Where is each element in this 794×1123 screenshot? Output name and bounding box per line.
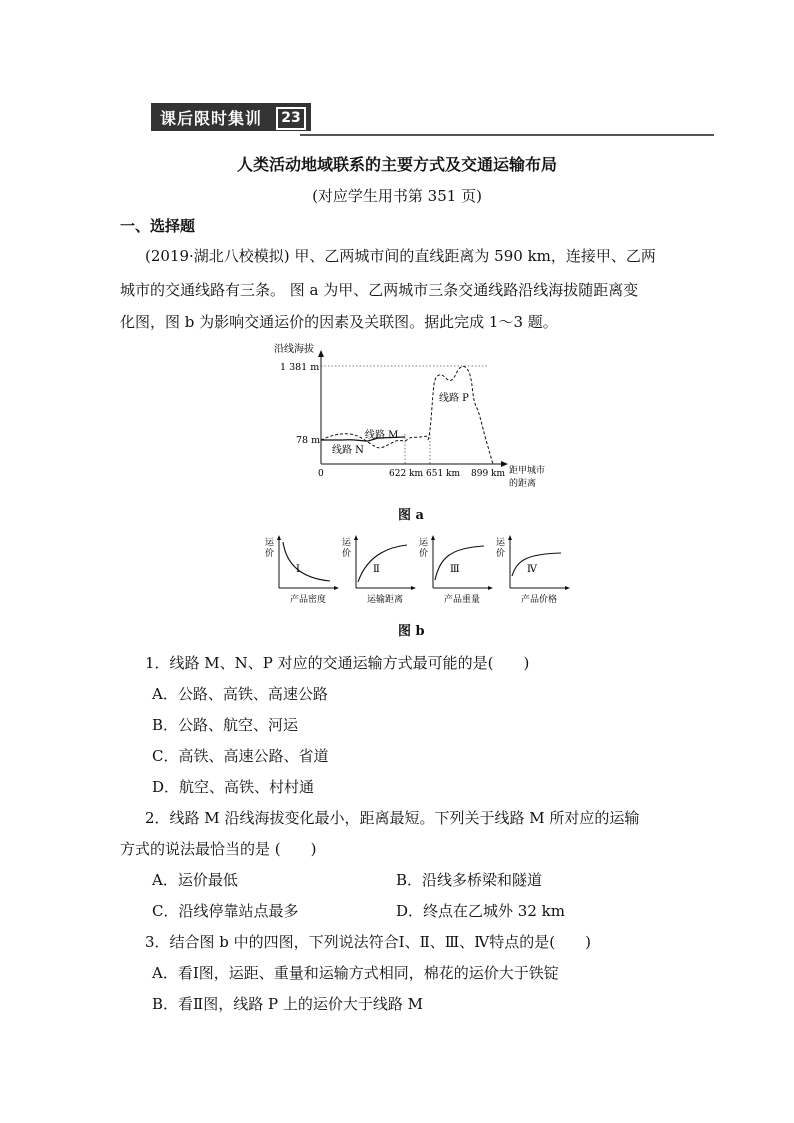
fig-a-ytick-1381: 1 381 m (280, 362, 320, 373)
intro-line-1: (2019·湖北八校模拟) 甲、乙两城市间的直线距离为 590 km，连接甲、乙两 (145, 247, 656, 265)
banner-label: 课后限时集训 (160, 109, 263, 128)
q2-option-d: D．终点在乙城外 32 km (396, 902, 565, 920)
page-subtitle: (对应学生用书第 351 页) (312, 187, 482, 205)
panel-3-xlabel: 产品重量 (444, 595, 481, 605)
panel-3 (419, 535, 493, 605)
panel-3-ylabel-1: 运 (419, 538, 429, 548)
panel-2 (342, 535, 416, 605)
figure-a (268, 340, 568, 500)
q2-option-a: A．运价最低 (152, 871, 238, 889)
q3-option-a: A．看Ⅰ图，运距、重量和运输方式相同，棉花的运价大于铁锭 (152, 964, 559, 982)
panel-1 (265, 535, 339, 605)
q1-option-c: C．高铁、高速公路、省道 (152, 747, 329, 765)
panel-2-roman: Ⅱ (373, 564, 380, 575)
page-title: 人类活动地域联系的主要方式及交通运输布局 (236, 155, 557, 174)
route-n-label: 线路 N (332, 445, 364, 456)
fig-a-xlabel-1: 距甲城市 (509, 466, 546, 476)
fig-a-xtick-899: 899 km (471, 469, 506, 479)
q1-option-b: B．公路、航空、河运 (152, 716, 299, 734)
section-heading: 一、选择题 (120, 217, 196, 235)
banner-divider (300, 134, 714, 136)
panel-1-y-arrow (277, 535, 281, 540)
banner-number: 23 (276, 107, 306, 130)
panel-3-roman: Ⅲ (450, 564, 460, 575)
panel-4 (496, 535, 570, 605)
route-p-line (428, 366, 493, 464)
panel-4-ylabel-2: 价 (496, 549, 506, 559)
panel-2-ylabel-1: 运 (342, 538, 352, 548)
q1-option-a: A．公路、高铁、高速公路 (152, 685, 328, 703)
q1-option-d: D．航空、高铁、村村通 (152, 778, 315, 796)
panel-4-x-arrow (565, 586, 570, 590)
fig-a-y-arrow (318, 350, 324, 357)
panel-1-curve (283, 542, 330, 581)
panel-3-ylabel-2: 价 (419, 549, 429, 559)
fig-a-xlabel-2: 的距离 (509, 479, 537, 489)
panel-2-ylabel-2: 价 (342, 549, 352, 559)
q2-option-b: B．沿线多桥梁和隧道 (396, 871, 543, 889)
q2-option-c: C．沿线停靠站点最多 (152, 902, 299, 920)
panel-1-x-arrow (334, 586, 339, 590)
q2-stem-2: 方式的说法最恰当的是 ( ) (120, 840, 317, 858)
panel-3-x-arrow (488, 586, 493, 590)
fig-a-xtick-622: 622 km (389, 469, 424, 479)
q2-stem-1: 2．线路 M 沿线海拔变化最小，距离最短。下列关于线路 M 所对应的运输 (145, 809, 640, 827)
route-m-label: 线路 M (365, 430, 399, 441)
panel-2-curve (358, 545, 407, 582)
panel-4-roman: Ⅳ (527, 564, 537, 575)
panel-2-xlabel: 运输距离 (367, 595, 404, 605)
panel-1-roman: Ⅰ (296, 564, 300, 575)
panel-2-y-arrow (354, 535, 358, 540)
intro-line-3: 化图，图 b 为影响交通运价的因素及关联图。据此完成 1～3 题。 (120, 313, 558, 331)
panel-4-xlabel: 产品价格 (521, 595, 558, 605)
panel-4-ylabel-1: 运 (496, 538, 506, 548)
figure-b-caption: 图 b (398, 624, 425, 639)
panel-2-x-arrow (411, 586, 416, 590)
figure-a-caption: 图 a (398, 508, 424, 523)
fig-a-x-arrow (501, 461, 508, 467)
q1-stem: 1．线路 M、N、P 对应的交通运输方式最可能的是( ) (145, 654, 530, 672)
route-p-label: 线路 P (439, 393, 469, 404)
panel-1-ylabel-2: 价 (265, 549, 275, 559)
fig-a-xtick-0: 0 (318, 469, 324, 479)
fig-a-ytick-78: 78 m (296, 435, 321, 446)
panel-4-y-arrow (508, 535, 512, 540)
q3-option-b: B．看Ⅱ图，线路 P 上的运价大于线路 M (152, 995, 423, 1013)
panel-1-ylabel-1: 运 (265, 538, 275, 548)
intro-line-2: 城市的交通线路有三条。 图 a 为甲、乙两城市三条交通线路沿线海拔随距离变 (120, 281, 639, 299)
fig-a-xtick-651: 651 km (426, 469, 461, 479)
panel-1-xlabel: 产品密度 (290, 595, 327, 605)
fig-a-ylabel: 沿线海拔 (274, 344, 314, 355)
q3-stem: 3．结合图 b 中的四图，下列说法符合Ⅰ、Ⅱ、Ⅲ、Ⅳ特点的是( ) (145, 933, 591, 951)
figure-b (258, 532, 578, 612)
panel-3-y-arrow (431, 535, 435, 540)
